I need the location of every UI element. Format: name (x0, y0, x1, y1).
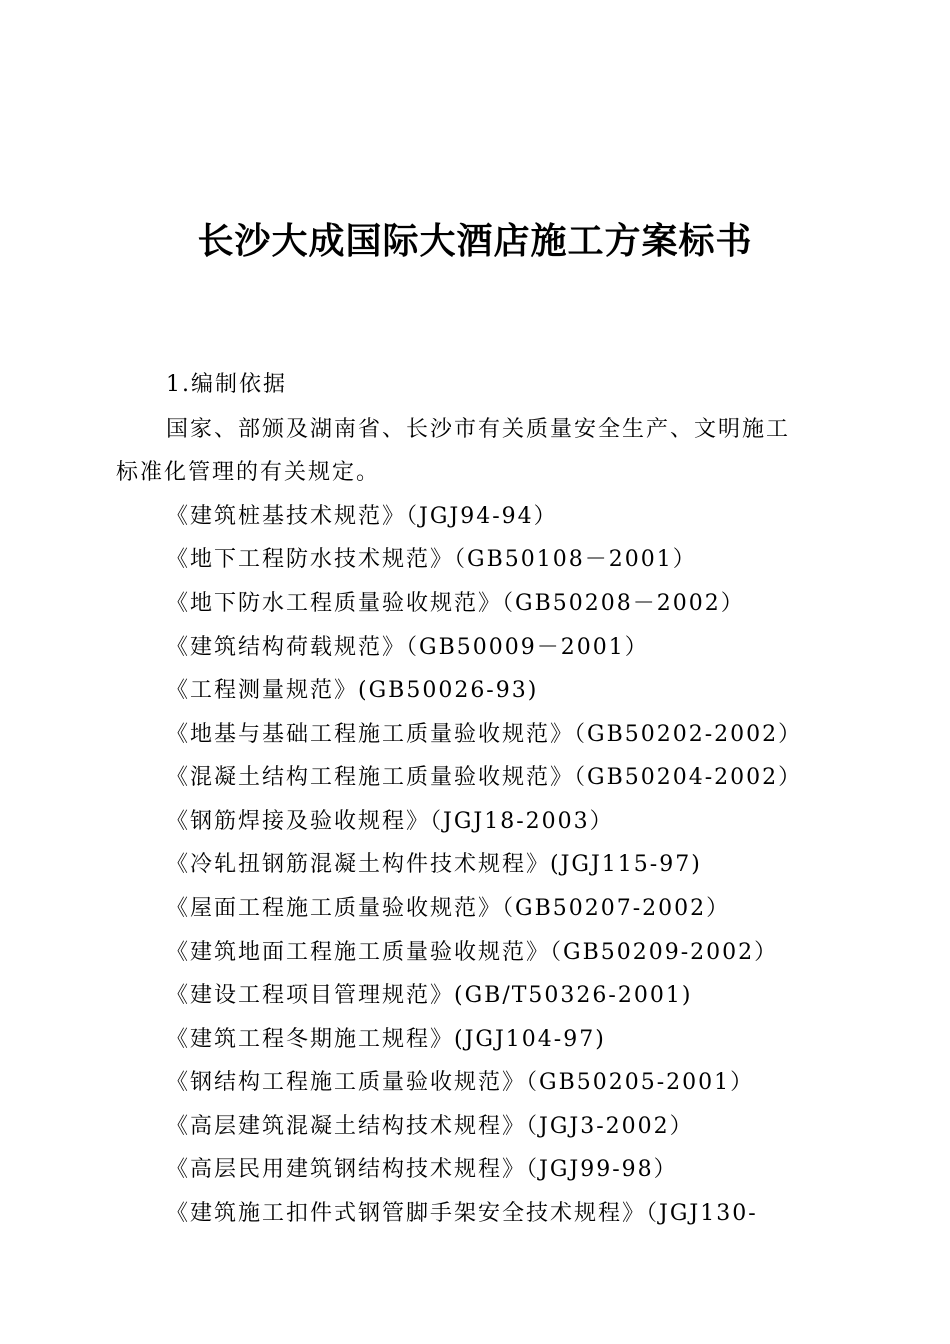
standard-item: 《地下工程防水技术规范》（GB50108－2001） (166, 547, 697, 572)
standard-item: 《地下防水工程质量验收规范》（GB50208－2002） (166, 591, 745, 616)
standard-item: 《高层民用建筑钢结构技术规程》（JGJ99-98） (166, 1157, 678, 1182)
standard-item: 《冷轧扭钢筋混凝土构件技术规程》(JGJ115-97) (166, 852, 702, 877)
standard-item: 《钢结构工程施工质量验收规范》（GB50205-2001） (166, 1070, 755, 1095)
intro-text-line-2: 标准化管理的有关规定。 (116, 460, 381, 485)
standard-item: 《建设工程项目管理规范》(GB/T50326-2001) (166, 983, 693, 1008)
standard-item: 《建筑桩基技术规范》（JGJ94-94） (166, 504, 558, 529)
standard-item: 《建筑施工扣件式钢管脚手架安全技术规程》（JGJ130- (166, 1201, 758, 1226)
standard-item: 《钢筋焊接及验收规程》（JGJ18-2003） (166, 809, 614, 834)
section-heading: 1.编制依据 (166, 372, 287, 397)
standard-item: 《建筑结构荷载规范》（GB50009－2001） (166, 635, 649, 660)
standard-item: 《建筑地面工程施工质量验收规范》（GB50209-2002） (166, 940, 779, 965)
document-title: 长沙大成国际大酒店施工方案标书 (197, 221, 753, 262)
standard-item: 《高层建筑混凝土结构技术规程》（JGJ3-2002） (166, 1114, 694, 1139)
standard-item: 《建筑工程冬期施工规程》(JGJ104-97) (166, 1027, 606, 1052)
standard-item: 《工程测量规范》(GB50026-93) (166, 678, 539, 703)
standard-item: 《屋面工程施工质量验收规范》（GB50207-2002） (166, 896, 731, 921)
intro-text-line-1: 国家、部颁及湖南省、长沙市有关质量安全生产、文明施工 (166, 417, 791, 442)
standard-item: 《混凝土结构工程施工质量验收规范》（GB50204-2002） (166, 765, 803, 790)
standard-item: 《地基与基础工程施工质量验收规范》（GB50202-2002） (166, 722, 803, 747)
